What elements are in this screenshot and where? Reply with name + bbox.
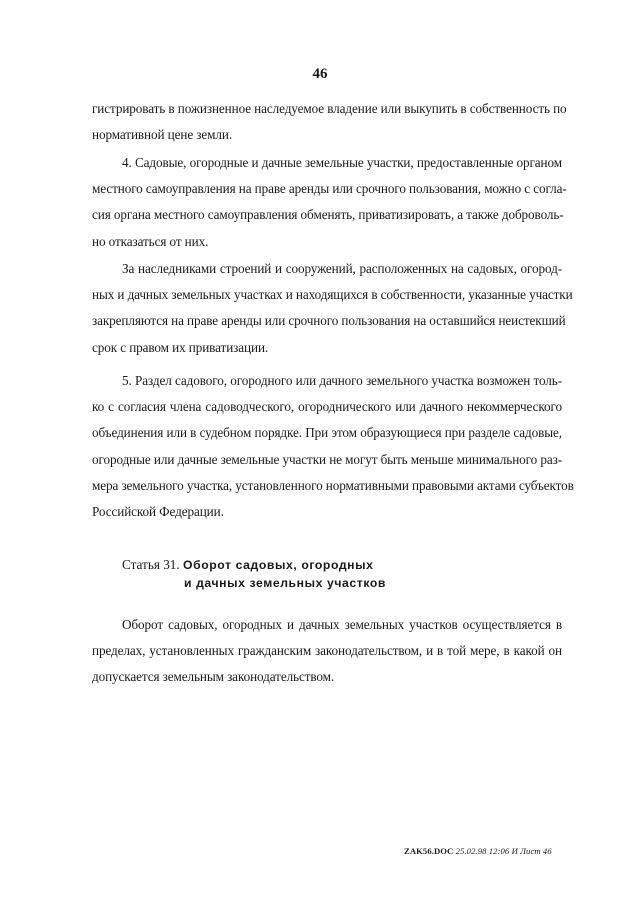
text-line: но отказаться от них. (92, 233, 209, 249)
article-title-line1: Оборот садовых, огородных (182, 558, 374, 572)
text-line: Оборот садовых, огородных и дачных земельных участков осуществляется в (122, 617, 562, 632)
page-number: 46 (312, 66, 328, 82)
article-title-line2: и дачных земельных участков (184, 576, 387, 590)
footer-file: ZAK56.DOC (404, 846, 454, 856)
text-line: ных и дачных земельных участках и находящихся в собственности, указанные участки (92, 287, 573, 303)
paragraph-heirs (92, 256, 573, 361)
page-footer (404, 846, 552, 856)
text-line: гистрировать в пожизненное наследуемое владение или выкупить в собственность по (92, 101, 567, 116)
text-line: пределах, установленных гражданским законодательством, и в той мере, в какой он (92, 643, 562, 659)
text-line: 4. Садовые, огородные и дачные земельные участки, предоставленные органом (122, 155, 562, 170)
text-line: нормативной цене земли. (92, 127, 233, 143)
text-line: огородные или дачные земельные участки не могут быть меньше минимального раз- (92, 451, 562, 467)
text-line: местного самоуправления на праве аренды или срочного пользования, можно с согла- (92, 181, 567, 197)
footer-sheet: И Лист 46 (511, 846, 552, 856)
text-line: 5. Раздел садового, огородного или дачного земельного участка возможен толь- (122, 373, 562, 388)
paragraph-item-5 (92, 368, 574, 525)
text-line: срок с правом их приватизации. (92, 339, 269, 355)
footer-time: 12:06 (488, 846, 510, 856)
article-label: Статья 31. (122, 557, 180, 572)
text-line: объединения или в судебном порядке. При этом образующиеся при разделе садовые, (92, 425, 562, 441)
paragraph-continuation (92, 96, 567, 148)
text-line: мера земельного участка, установленного нормативными правовыми актами субъектов (92, 477, 574, 493)
text-line: ко с согласия члена садоводческого, огороднического или дачного некоммерческого (92, 399, 562, 415)
text-line: Российской Федерации. (92, 504, 224, 520)
text-line: За наследниками строений и сооружений, расположенных на садовых, огород- (122, 261, 562, 276)
text-line: закрепляются на праве аренды или срочного пользования на оставшийся неистекший (92, 313, 566, 329)
paragraph-item-4 (92, 150, 567, 255)
article-heading (122, 556, 386, 592)
footer-date: 25.02.98 (455, 846, 487, 856)
article-paragraph (92, 612, 562, 691)
text-line: допускается земельным законодательством. (92, 669, 335, 685)
text-line: сия органа местного самоуправления обменять, приватизировать, а также доброволь- (92, 207, 564, 223)
